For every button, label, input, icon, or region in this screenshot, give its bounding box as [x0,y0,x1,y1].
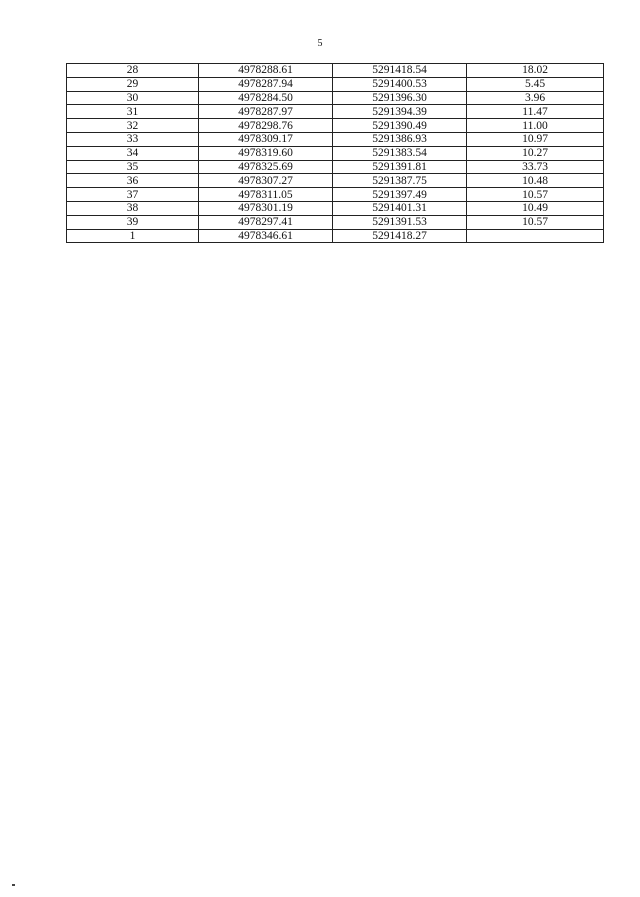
y-coordinate-cell: 5291386.93 [333,132,467,146]
y-coordinate-cell: 5291396.30 [333,91,467,105]
y-coordinate-cell: 5291387.75 [333,174,467,188]
distance-cell: 11.47 [467,105,604,119]
point-number-cell: 37 [67,188,199,202]
distance-cell: 10.97 [467,132,604,146]
table-row [67,201,604,215]
distance-cell: 11.00 [467,119,604,133]
table-row [67,119,604,133]
y-coordinate-cell: 5291400.53 [333,77,467,91]
x-coordinate-cell: 4978319.60 [199,146,333,160]
point-number-cell: 35 [67,160,199,174]
point-number-cell: 39 [67,215,199,229]
distance-cell: 3.96 [467,91,604,105]
page-number: 5 [317,38,323,49]
table-row [67,188,604,202]
y-coordinate-cell: 5291391.81 [333,160,467,174]
table-row [67,64,604,78]
distance-cell: 5.45 [467,77,604,91]
y-coordinate-cell: 5291391.53 [333,215,467,229]
x-coordinate-cell: 4978301.19 [199,201,333,215]
coordinates-table-body [67,64,604,243]
x-coordinate-cell: 4978298.76 [199,119,333,133]
coordinates-table [66,63,604,243]
distance-cell: 10.48 [467,174,604,188]
x-coordinate-cell: 4978297.41 [199,215,333,229]
table-row [67,77,604,91]
x-coordinate-cell: 4978325.69 [199,160,333,174]
x-coordinate-cell: 4978307.27 [199,174,333,188]
point-number-cell: 38 [67,201,199,215]
table-row [67,91,604,105]
distance-cell: 10.57 [467,188,604,202]
table-row [67,146,604,160]
point-number-cell: 34 [67,146,199,160]
distance-cell [467,229,604,243]
table-row [67,215,604,229]
scan-mark [12,884,15,886]
y-coordinate-cell: 5291397.49 [333,188,467,202]
y-coordinate-cell: 5291383.54 [333,146,467,160]
y-coordinate-cell: 5291418.27 [333,229,467,243]
y-coordinate-cell: 5291390.49 [333,119,467,133]
table-row [67,160,604,174]
y-coordinate-cell: 5291418.54 [333,64,467,78]
point-number-cell: 33 [67,132,199,146]
table-row [67,229,604,243]
point-number-cell: 29 [67,77,199,91]
distance-cell: 10.57 [467,215,604,229]
x-coordinate-cell: 4978311.05 [199,188,333,202]
distance-cell: 33.73 [467,160,604,174]
point-number-cell: 1 [67,229,199,243]
x-coordinate-cell: 4978309.17 [199,132,333,146]
distance-cell: 10.49 [467,201,604,215]
table-row [67,174,604,188]
x-coordinate-cell: 4978287.94 [199,77,333,91]
table-row [67,132,604,146]
distance-cell: 18.02 [467,64,604,78]
y-coordinate-cell: 5291394.39 [333,105,467,119]
point-number-cell: 31 [67,105,199,119]
distance-cell: 10.27 [467,146,604,160]
x-coordinate-cell: 4978287.97 [199,105,333,119]
x-coordinate-cell: 4978284.50 [199,91,333,105]
table-row [67,105,604,119]
x-coordinate-cell: 4978288.61 [199,64,333,78]
point-number-cell: 28 [67,64,199,78]
point-number-cell: 32 [67,119,199,133]
x-coordinate-cell: 4978346.61 [199,229,333,243]
point-number-cell: 30 [67,91,199,105]
point-number-cell: 36 [67,174,199,188]
y-coordinate-cell: 5291401.31 [333,201,467,215]
